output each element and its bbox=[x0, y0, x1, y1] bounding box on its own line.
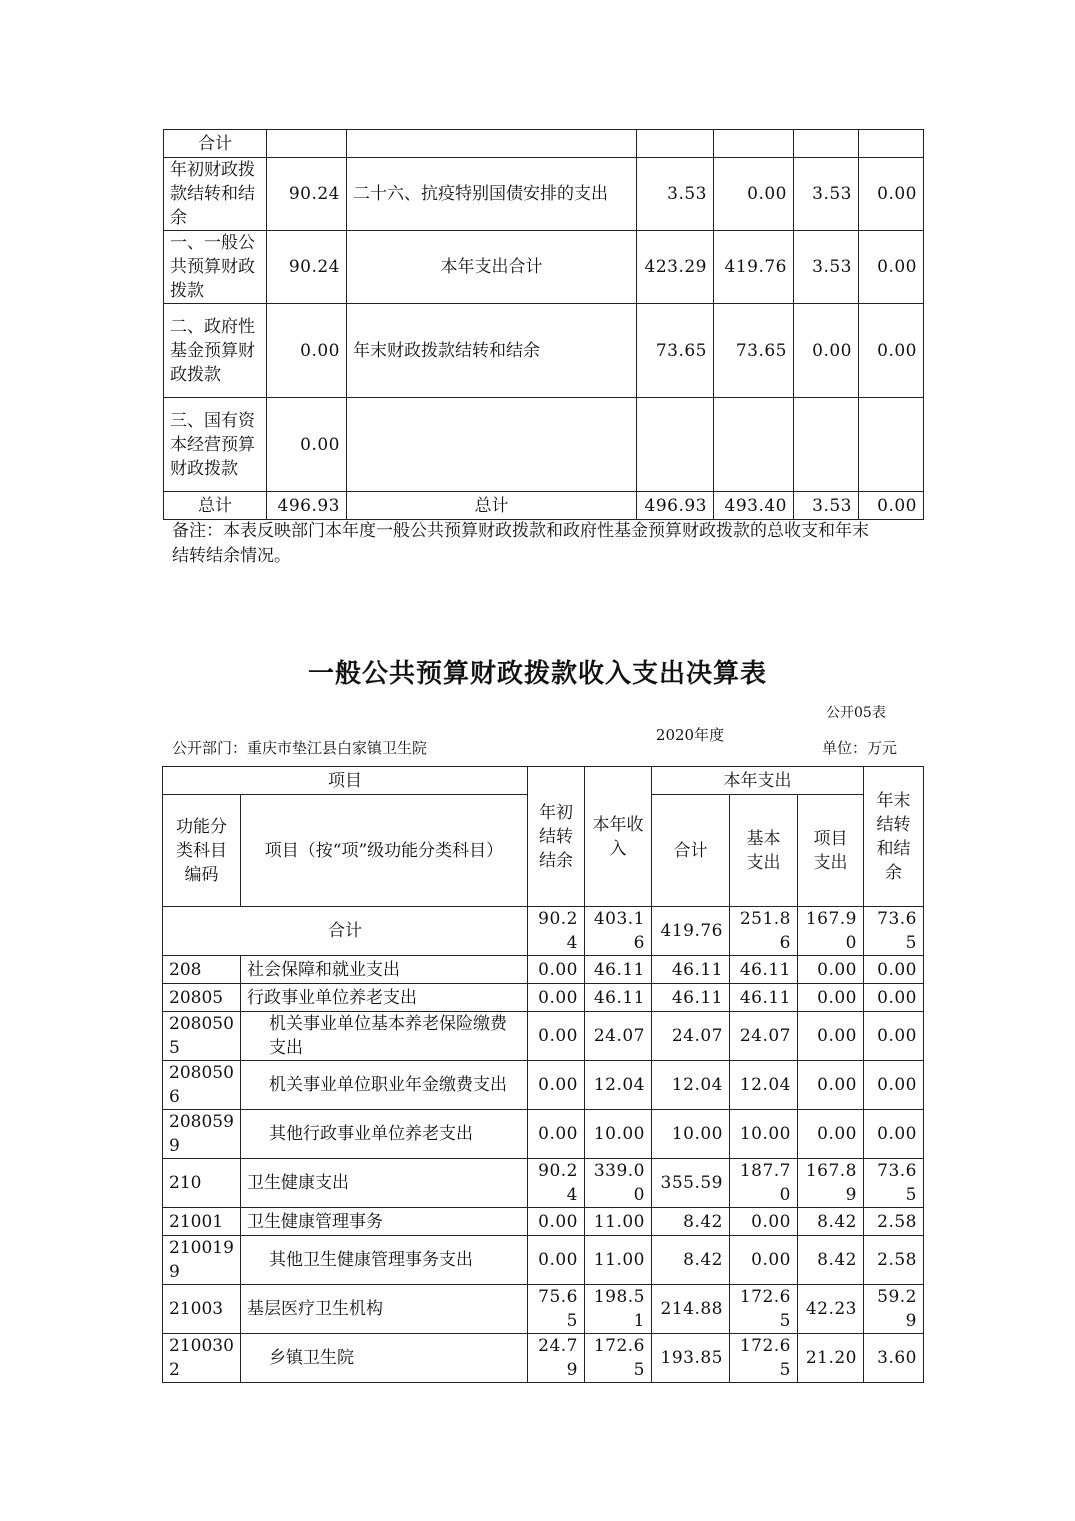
header-total: 合计 bbox=[652, 795, 730, 907]
table-cell: 403.16 bbox=[585, 907, 652, 956]
table-cell bbox=[859, 130, 924, 158]
item-name: 乡镇卫生院 bbox=[241, 1334, 528, 1383]
table-cell: 3.60 bbox=[864, 1334, 924, 1383]
table-cell bbox=[267, 130, 347, 158]
table-cell: 24.07 bbox=[652, 1012, 730, 1061]
table-row bbox=[163, 984, 924, 1012]
table-cell: 355.59 bbox=[652, 1159, 730, 1208]
table-cell: 0.00 bbox=[528, 1061, 585, 1110]
carryover-summary-table bbox=[163, 129, 924, 520]
table-cell: 0.00 bbox=[528, 956, 585, 984]
table-cell: 0.00 bbox=[859, 231, 924, 304]
table-cell bbox=[637, 130, 714, 158]
table-cell: 46.11 bbox=[730, 956, 798, 984]
table-cell: 167.90 bbox=[798, 907, 864, 956]
table-cell bbox=[714, 398, 794, 492]
total-row bbox=[163, 907, 924, 956]
table-cell: 二十六、抗疫特别国债安排的支出 bbox=[347, 158, 637, 231]
item-name: 其他卫生健康管理事务支出 bbox=[241, 1236, 528, 1285]
table-cell: 0.00 bbox=[864, 1061, 924, 1110]
table-cell: 8.42 bbox=[652, 1236, 730, 1285]
table-cell: 46.11 bbox=[652, 956, 730, 984]
header-current-expense: 本年支出 bbox=[652, 767, 864, 795]
table-cell: 24.07 bbox=[730, 1012, 798, 1061]
table-cell: 90.24 bbox=[528, 1159, 585, 1208]
table-cell: 0.00 bbox=[798, 1061, 864, 1110]
table-cell: 0.00 bbox=[859, 304, 924, 398]
table-row bbox=[163, 1159, 924, 1208]
func-code: 2100199 bbox=[163, 1236, 241, 1285]
func-code: 2080505 bbox=[163, 1012, 241, 1061]
func-code: 2100302 bbox=[163, 1334, 241, 1383]
table-cell: 214.88 bbox=[652, 1285, 730, 1334]
table-cell: 46.11 bbox=[585, 956, 652, 984]
table-cell bbox=[794, 130, 859, 158]
item-name: 卫生健康管理事务 bbox=[241, 1208, 528, 1236]
table-cell: 167.89 bbox=[798, 1159, 864, 1208]
table-cell: 21.20 bbox=[798, 1334, 864, 1383]
table-note: 备注：本表反映部门本年度一般公共预算财政拨款和政府性基金预算财政拨款的总收支和年末结转结余情况。 bbox=[172, 521, 869, 566]
table-cell bbox=[637, 398, 714, 492]
unit-label: 单位：万元 bbox=[822, 739, 898, 757]
table-cell: 172.65 bbox=[730, 1334, 798, 1383]
row-label: 合计 bbox=[164, 130, 267, 158]
table-cell: 496.93 bbox=[637, 492, 714, 520]
table-cell: 0.00 bbox=[798, 1110, 864, 1159]
table-cell: 8.42 bbox=[798, 1208, 864, 1236]
table-cell: 198.51 bbox=[585, 1285, 652, 1334]
func-code: 210 bbox=[163, 1159, 241, 1208]
table-row bbox=[163, 1110, 924, 1159]
table-cell: 0.00 bbox=[714, 158, 794, 231]
header-closing: 年末结转和结余 bbox=[864, 767, 924, 907]
table-cell: 2.58 bbox=[864, 1236, 924, 1285]
table-cell: 0.00 bbox=[798, 984, 864, 1012]
table-row bbox=[163, 1236, 924, 1285]
table-cell: 10.00 bbox=[730, 1110, 798, 1159]
func-code: 208 bbox=[163, 956, 241, 984]
table-cell: 59.29 bbox=[864, 1285, 924, 1334]
table-cell bbox=[714, 130, 794, 158]
table-cell: 46.11 bbox=[730, 984, 798, 1012]
table-number: 公开05表 bbox=[826, 705, 886, 721]
table-cell: 0.00 bbox=[864, 956, 924, 984]
table-cell: 0.00 bbox=[528, 1012, 585, 1061]
table-cell: 172.65 bbox=[730, 1285, 798, 1334]
table-cell: 46.11 bbox=[585, 984, 652, 1012]
func-code: 20805 bbox=[163, 984, 241, 1012]
table-cell: 本年支出合计 bbox=[347, 231, 637, 304]
item-name: 卫生健康支出 bbox=[241, 1159, 528, 1208]
table-cell bbox=[347, 398, 637, 492]
table-cell: 3.53 bbox=[794, 231, 859, 304]
table-cell: 172.65 bbox=[585, 1334, 652, 1383]
item-name: 社会保障和就业支出 bbox=[241, 956, 528, 984]
table-cell: 0.00 bbox=[859, 158, 924, 231]
table-cell: 年末财政拨款结转和结余 bbox=[347, 304, 637, 398]
table-cell: 10.00 bbox=[652, 1110, 730, 1159]
table-cell: 12.04 bbox=[585, 1061, 652, 1110]
table-cell: 12.04 bbox=[652, 1061, 730, 1110]
header-income: 本年收入 bbox=[585, 767, 652, 907]
table-cell: 2.58 bbox=[864, 1208, 924, 1236]
general-budget-table bbox=[162, 766, 924, 1383]
table-row bbox=[164, 130, 924, 158]
table-row bbox=[163, 1285, 924, 1334]
table-cell: 0.00 bbox=[528, 1110, 585, 1159]
row-label: 年初财政拨款结转和结余 bbox=[164, 158, 267, 231]
item-name: 行政事业单位养老支出 bbox=[241, 984, 528, 1012]
table-row bbox=[164, 158, 924, 231]
table-cell: 0.00 bbox=[267, 398, 347, 492]
table-cell: 0.00 bbox=[798, 956, 864, 984]
table-cell: 0.00 bbox=[528, 1236, 585, 1285]
table-cell: 90.24 bbox=[528, 907, 585, 956]
header-item: 项目（按“项”级功能分类科目） bbox=[241, 795, 528, 907]
table-cell: 8.42 bbox=[798, 1236, 864, 1285]
department-label: 公开部门：重庆市垫江县白家镇卫生院 bbox=[172, 739, 428, 757]
table-row bbox=[163, 1012, 924, 1061]
table-cell: 11.00 bbox=[585, 1208, 652, 1236]
func-code: 21001 bbox=[163, 1208, 241, 1236]
table-cell: 0.00 bbox=[730, 1208, 798, 1236]
table-cell: 339.00 bbox=[585, 1159, 652, 1208]
table-cell: 73.65 bbox=[864, 907, 924, 956]
table-row bbox=[163, 1208, 924, 1236]
table-cell: 3.53 bbox=[794, 158, 859, 231]
table-cell: 0.00 bbox=[864, 1012, 924, 1061]
header-project-exp: 项目支出 bbox=[798, 795, 864, 907]
table-row bbox=[163, 1061, 924, 1110]
row-label: 二、政府性基金预算财政拨款 bbox=[164, 304, 267, 398]
table-cell: 3.53 bbox=[794, 492, 859, 520]
table-cell: 73.65 bbox=[637, 304, 714, 398]
table-cell: 73.65 bbox=[714, 304, 794, 398]
row-label: 合计 bbox=[163, 907, 528, 956]
table-cell: 75.65 bbox=[528, 1285, 585, 1334]
table-cell: 12.04 bbox=[730, 1061, 798, 1110]
table-row bbox=[164, 398, 924, 492]
item-name: 其他行政事业单位养老支出 bbox=[241, 1110, 528, 1159]
table-cell: 0.00 bbox=[794, 304, 859, 398]
table-cell: 493.40 bbox=[714, 492, 794, 520]
table-cell bbox=[347, 130, 637, 158]
table-cell: 0.00 bbox=[859, 492, 924, 520]
table-row bbox=[163, 1334, 924, 1383]
func-code: 2080506 bbox=[163, 1061, 241, 1110]
table-cell: 90.24 bbox=[267, 158, 347, 231]
table-cell: 0.00 bbox=[528, 984, 585, 1012]
table-cell: 42.23 bbox=[798, 1285, 864, 1334]
table-cell: 0.00 bbox=[798, 1012, 864, 1061]
table-row bbox=[164, 231, 924, 304]
table-cell: 419.76 bbox=[652, 907, 730, 956]
func-code: 2080599 bbox=[163, 1110, 241, 1159]
header-opening: 年初结转结余 bbox=[528, 767, 585, 907]
row-label: 一、一般公共预算财政拨款 bbox=[164, 231, 267, 304]
table-row bbox=[164, 304, 924, 398]
header-row bbox=[163, 767, 924, 795]
table-cell: 423.29 bbox=[637, 231, 714, 304]
table-cell bbox=[794, 398, 859, 492]
func-code: 21003 bbox=[163, 1285, 241, 1334]
table-cell: 8.42 bbox=[652, 1208, 730, 1236]
table-cell: 3.53 bbox=[637, 158, 714, 231]
year-label: 2020年度 bbox=[655, 726, 725, 744]
table-cell: 73.65 bbox=[864, 1159, 924, 1208]
table-cell: 0.00 bbox=[864, 984, 924, 1012]
table-cell: 0.00 bbox=[730, 1236, 798, 1285]
row-label: 总计 bbox=[164, 492, 267, 520]
header-basic: 基本支出 bbox=[730, 795, 798, 907]
table-cell: 11.00 bbox=[585, 1236, 652, 1285]
table-cell: 24.79 bbox=[528, 1334, 585, 1383]
table-cell: 419.76 bbox=[714, 231, 794, 304]
item-name: 机关事业单位基本养老保险缴费支出 bbox=[241, 1012, 528, 1061]
item-name: 基层医疗卫生机构 bbox=[241, 1285, 528, 1334]
table-cell: 0.00 bbox=[864, 1110, 924, 1159]
table-cell bbox=[859, 398, 924, 492]
item-name: 机关事业单位职业年金缴费支出 bbox=[241, 1061, 528, 1110]
header-project: 项目 bbox=[163, 767, 528, 795]
table-cell: 496.93 bbox=[267, 492, 347, 520]
table-cell: 193.85 bbox=[652, 1334, 730, 1383]
table-cell: 90.24 bbox=[267, 231, 347, 304]
table-row bbox=[163, 956, 924, 984]
table-cell: 10.00 bbox=[585, 1110, 652, 1159]
table-cell: 总计 bbox=[347, 492, 637, 520]
table-cell: 24.07 bbox=[585, 1012, 652, 1061]
table-row bbox=[164, 492, 924, 520]
page-title: 一般公共预算财政拨款收入支出决算表 bbox=[307, 659, 767, 689]
row-label: 三、国有资本经营预算财政拨款 bbox=[164, 398, 267, 492]
table-cell: 251.86 bbox=[730, 907, 798, 956]
table-cell: 46.11 bbox=[652, 984, 730, 1012]
table-cell: 187.70 bbox=[730, 1159, 798, 1208]
header-func-code: 功能分类科目编码 bbox=[163, 795, 241, 907]
table-cell: 0.00 bbox=[267, 304, 347, 398]
table-cell: 0.00 bbox=[528, 1208, 585, 1236]
